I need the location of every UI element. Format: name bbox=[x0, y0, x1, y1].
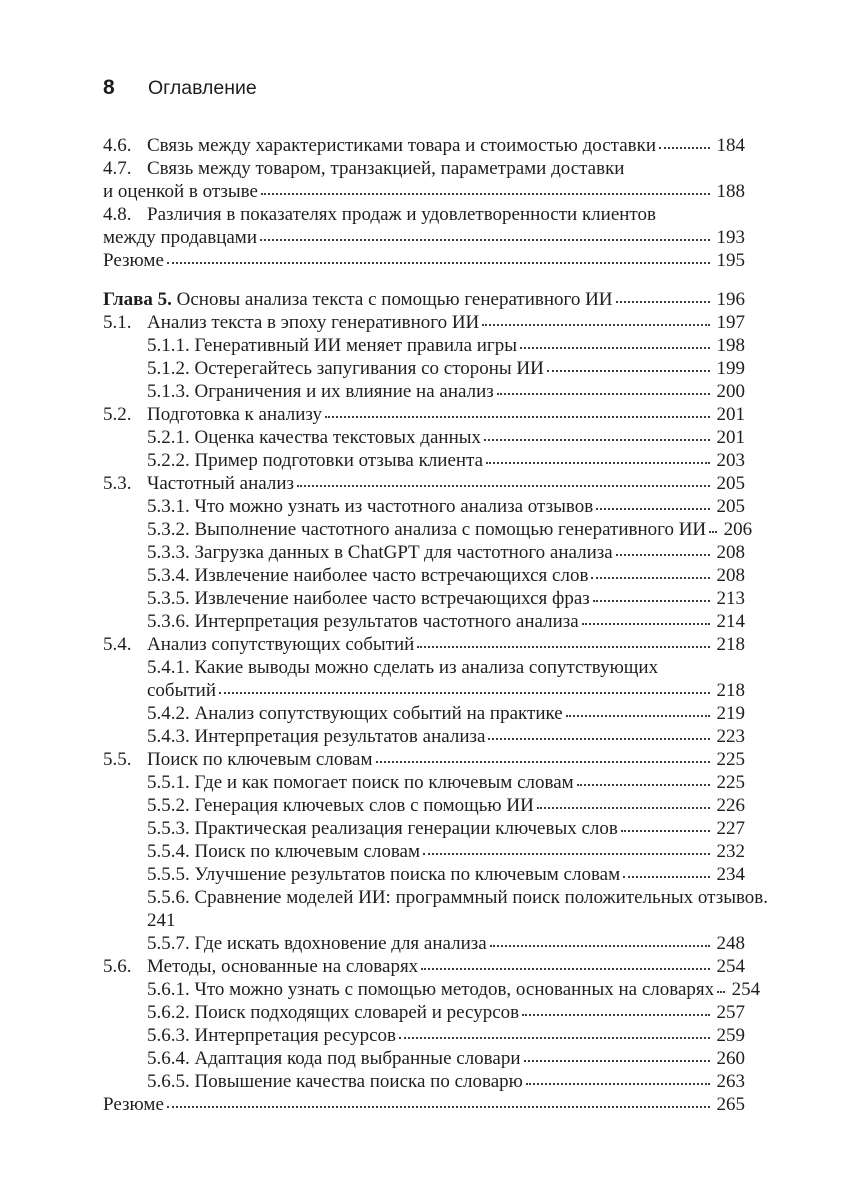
toc-entry-number: 5.3.1. bbox=[147, 496, 190, 517]
toc-row bbox=[103, 610, 745, 633]
toc-page-number: 201 bbox=[716, 427, 745, 448]
toc-entry-title: Повышение качества поиска по словарю bbox=[194, 1071, 523, 1092]
toc-row bbox=[103, 587, 745, 610]
toc-entry-number: 5.3.4. bbox=[147, 565, 190, 586]
toc-entry-title: Интерпретация результатов частотного анализа bbox=[194, 611, 579, 632]
toc-row bbox=[103, 955, 745, 978]
dot-leader bbox=[219, 692, 710, 694]
toc-row bbox=[103, 978, 761, 1001]
toc-entry-title: Адаптация кода под выбранные словари bbox=[194, 1048, 521, 1069]
toc-entry-number: 5.6.2. bbox=[147, 1002, 190, 1023]
toc-row-chapter bbox=[103, 288, 745, 311]
toc-page-number: 184 bbox=[716, 135, 745, 156]
toc-entry-continuation: Резюме bbox=[103, 1094, 164, 1115]
toc-entry-title: Частотный анализ bbox=[147, 473, 295, 494]
dot-leader bbox=[577, 784, 710, 786]
dot-leader bbox=[167, 1106, 710, 1108]
toc-entry-title: Что можно узнать с помощью методов, основанных на словарях bbox=[194, 979, 715, 1000]
dot-leader bbox=[490, 945, 710, 947]
toc-page-number: 203 bbox=[716, 450, 745, 471]
toc-entry-title: Остерегайтесь запугивания со стороны ИИ bbox=[194, 358, 544, 379]
toc-entry-title: Генеративный ИИ меняет правила игры bbox=[194, 335, 517, 356]
toc-page-number: 218 bbox=[716, 680, 745, 701]
toc-row bbox=[103, 157, 745, 180]
toc-row bbox=[103, 426, 745, 449]
toc-row bbox=[103, 311, 745, 334]
toc-row bbox=[103, 334, 745, 357]
toc-list bbox=[103, 134, 769, 1116]
toc-entry-number: 5.2.2. bbox=[147, 450, 190, 471]
toc-entry-number: 5.5.4. bbox=[147, 841, 190, 862]
dot-leader bbox=[717, 991, 725, 993]
dot-leader bbox=[417, 646, 710, 648]
toc-entry-number: 5.6.5. bbox=[147, 1071, 190, 1092]
toc-page-number: 206 bbox=[723, 519, 753, 540]
toc-page-number: 226 bbox=[716, 795, 745, 816]
toc-entry-number: 5.4. bbox=[103, 634, 132, 655]
toc-page-number: 188 bbox=[716, 181, 745, 202]
dot-leader bbox=[596, 508, 710, 510]
toc-entry-title: Поиск по ключевым словам bbox=[194, 841, 420, 862]
dot-leader bbox=[537, 807, 710, 809]
toc-entry-number: 5.2.1. bbox=[147, 427, 190, 448]
dot-leader bbox=[167, 262, 710, 264]
toc-row bbox=[103, 794, 745, 817]
toc-entry-title: Анализ сопутствующих событий на практике bbox=[194, 703, 563, 724]
toc-entry-title: Генерация ключевых слов с помощью ИИ bbox=[194, 795, 534, 816]
toc-page-number: 225 bbox=[716, 772, 745, 793]
toc-entry-title: Какие выводы можно сделать из анализа сопутствующих bbox=[194, 657, 659, 678]
dot-leader bbox=[325, 416, 710, 418]
toc-row bbox=[103, 1093, 745, 1116]
dot-leader bbox=[260, 239, 710, 241]
toc-row bbox=[103, 840, 745, 863]
toc-entry-number: 5.3.2. bbox=[147, 519, 190, 540]
toc-entry-number: 5.5.6. bbox=[147, 887, 190, 908]
dot-leader bbox=[522, 1014, 710, 1016]
toc-page-number: 208 bbox=[716, 542, 745, 563]
toc-entry-title: Загрузка данных в ChatGPT для частотного анализа bbox=[194, 542, 613, 563]
toc-entry-continuation: 241 bbox=[147, 910, 176, 931]
toc-row bbox=[103, 357, 745, 380]
toc-page-number: 213 bbox=[716, 588, 745, 609]
toc-row bbox=[103, 1070, 745, 1093]
toc-row bbox=[103, 495, 745, 518]
toc-row bbox=[103, 863, 745, 886]
toc-page-number: 254 bbox=[731, 979, 761, 1000]
dot-leader bbox=[524, 1060, 711, 1062]
dot-leader bbox=[261, 193, 710, 195]
toc-entry-number: 4.8. bbox=[103, 204, 132, 225]
toc-entry-title: Где и как помогает поиск по ключевым словам bbox=[194, 772, 574, 793]
toc-entry-title: Ограничения и их влияние на анализ bbox=[194, 381, 494, 402]
toc-entry-title: Связь между характеристиками товара и стоимостью доставки bbox=[147, 135, 656, 156]
toc-page-number: 200 bbox=[716, 381, 745, 402]
toc-page-number: 259 bbox=[716, 1025, 745, 1046]
toc-entry-continuation: событий bbox=[147, 680, 217, 701]
toc-entry-number: 5.2. bbox=[103, 404, 132, 425]
toc-row bbox=[103, 817, 745, 840]
toc-entry-number: 5.4.1. bbox=[147, 657, 190, 678]
dot-leader bbox=[566, 715, 710, 717]
toc-row bbox=[103, 886, 769, 909]
dot-leader bbox=[399, 1037, 710, 1039]
toc-row bbox=[103, 656, 745, 679]
toc-row bbox=[103, 725, 745, 748]
toc-entry-number: 5.5.2. bbox=[147, 795, 190, 816]
dot-leader bbox=[616, 554, 710, 556]
toc-entry-title: Основы анализа текста с помощью генеративного ИИ bbox=[176, 289, 613, 310]
toc-page-number: 232 bbox=[716, 841, 745, 862]
toc-page-number: 248 bbox=[716, 933, 745, 954]
page-header bbox=[103, 76, 745, 100]
toc-chapter-number: Глава 5. bbox=[103, 289, 172, 310]
toc-page-number: 257 bbox=[716, 1002, 745, 1023]
toc-entry-number: 5.1.1. bbox=[147, 335, 190, 356]
dot-leader bbox=[497, 393, 710, 395]
toc-entry-number: 5.5.7. bbox=[147, 933, 190, 954]
toc-page-number: 198 bbox=[716, 335, 745, 356]
toc-row bbox=[103, 380, 745, 403]
toc-row bbox=[103, 1047, 745, 1070]
toc-entry-title: Подготовка к анализу bbox=[147, 404, 322, 425]
toc-page-number: 218 bbox=[716, 634, 745, 655]
toc-entry-number: 5.6.3. bbox=[147, 1025, 190, 1046]
toc-entry-title: Извлечение наиболее часто встречающихся слов bbox=[194, 565, 589, 586]
dot-leader bbox=[582, 623, 710, 625]
toc-page-number: 199 bbox=[716, 358, 745, 379]
dot-leader bbox=[526, 1083, 710, 1085]
toc-page-number: 197 bbox=[716, 312, 745, 333]
dot-leader bbox=[484, 439, 710, 441]
toc-entry-title: Что можно узнать из частотного анализа отзывов bbox=[194, 496, 594, 517]
toc-page-number: 205 bbox=[716, 496, 745, 517]
toc-entry-number: 5.6.4. bbox=[147, 1048, 190, 1069]
dot-leader bbox=[621, 830, 710, 832]
dot-leader bbox=[486, 462, 710, 464]
toc-page-number: 260 bbox=[716, 1048, 745, 1069]
toc-entry-number: 5.3.3. bbox=[147, 542, 190, 563]
toc-entry-title: Методы, основанные на словарях bbox=[147, 956, 419, 977]
toc-row bbox=[103, 909, 745, 932]
toc-entry-continuation: между продавцами bbox=[103, 227, 257, 248]
toc-entry-title: Интерпретация результатов анализа bbox=[194, 726, 486, 747]
toc-entry-title: Где искать вдохновение для анализа bbox=[194, 933, 487, 954]
dot-leader bbox=[520, 347, 710, 349]
toc-entry-title: Улучшение результатов поиска по ключевым словам bbox=[194, 864, 621, 885]
toc-entry-title: Связь между товаром, транзакцией, параметрами доставки bbox=[147, 158, 625, 179]
dot-leader bbox=[482, 324, 710, 326]
toc-entry-number: 5.3. bbox=[103, 473, 132, 494]
toc-entry-number: 5.1. bbox=[103, 312, 132, 333]
dot-leader bbox=[547, 370, 710, 372]
toc-row bbox=[103, 564, 745, 587]
toc-entry-number: 5.6.1. bbox=[147, 979, 190, 1000]
toc-page-number: 223 bbox=[716, 726, 745, 747]
toc-row bbox=[103, 518, 753, 541]
dot-leader bbox=[623, 876, 710, 878]
toc-entry-number: 4.6. bbox=[103, 135, 132, 156]
toc-row bbox=[103, 203, 745, 226]
toc-page-number: 195 bbox=[716, 250, 745, 271]
toc-page-number: 227 bbox=[716, 818, 745, 839]
toc-entry-number: 5.4.3. bbox=[147, 726, 190, 747]
toc-entry-number: 5.5.3. bbox=[147, 818, 190, 839]
toc-entry-title: Выполнение частотного анализа с помощью генеративного ИИ bbox=[194, 519, 707, 540]
toc-entry-continuation: и оценкой в отзыве bbox=[103, 181, 258, 202]
toc-entry-number: 5.3.6. bbox=[147, 611, 190, 632]
toc-row bbox=[103, 748, 745, 771]
toc-entry-number: 5.6. bbox=[103, 956, 132, 977]
toc-row bbox=[103, 1024, 745, 1047]
toc-page-number: 265 bbox=[716, 1094, 745, 1115]
toc-page-number: 214 bbox=[716, 611, 745, 632]
toc-row bbox=[103, 449, 745, 472]
toc-entry-title: Анализ сопутствующих событий bbox=[147, 634, 415, 655]
toc-entry-title: Оценка качества текстовых данных bbox=[194, 427, 482, 448]
dot-leader bbox=[616, 301, 710, 303]
toc-row bbox=[103, 134, 745, 157]
toc-entry-title: Пример подготовки отзыва клиента bbox=[194, 450, 484, 471]
dot-leader bbox=[659, 147, 710, 149]
toc-entry-number: 5.5.1. bbox=[147, 772, 190, 793]
toc-page-number: 201 bbox=[716, 404, 745, 425]
dot-leader bbox=[421, 968, 710, 970]
toc-row bbox=[103, 1001, 745, 1024]
toc-row bbox=[103, 226, 745, 249]
toc-row bbox=[103, 702, 745, 725]
dot-leader bbox=[593, 600, 710, 602]
toc-entry-title: Поиск по ключевым словам bbox=[147, 749, 373, 770]
toc-entry-number: 5.5.5. bbox=[147, 864, 190, 885]
toc-page-number: 208 bbox=[716, 565, 745, 586]
toc-entry-title: Поиск подходящих словарей и ресурсов bbox=[194, 1002, 520, 1023]
toc-entry-number: 5.5. bbox=[103, 749, 132, 770]
toc-entry-title: Сравнение моделей ИИ: программный поиск положительных отзывов. bbox=[194, 887, 769, 908]
toc-row bbox=[103, 403, 745, 426]
toc-entry-number: 5.1.3. bbox=[147, 381, 190, 402]
toc-entry-number: 5.3.5. bbox=[147, 588, 190, 609]
toc-row bbox=[103, 472, 745, 495]
toc-row bbox=[103, 679, 745, 702]
toc-entry-number: 5.4.2. bbox=[147, 703, 190, 724]
toc-entry-continuation: Резюме bbox=[103, 250, 164, 271]
toc-entry-title: Практическая реализация генерации ключевых слов bbox=[194, 818, 618, 839]
toc-page-number: 254 bbox=[716, 956, 745, 977]
page-header-title: Оглавление bbox=[148, 77, 257, 99]
toc-entry-title: Извлечение наиболее часто встречающихся фраз bbox=[194, 588, 590, 609]
dot-leader bbox=[376, 761, 711, 763]
dot-leader bbox=[488, 738, 710, 740]
toc-row bbox=[103, 541, 745, 564]
toc-row bbox=[103, 180, 745, 203]
toc-entry-title: Анализ текста в эпоху генеративного ИИ bbox=[147, 312, 480, 333]
dot-leader bbox=[423, 853, 710, 855]
toc-page-number: 205 bbox=[716, 473, 745, 494]
toc-page-number: 219 bbox=[716, 703, 745, 724]
toc-entry-number: 5.1.2. bbox=[147, 358, 190, 379]
toc-row bbox=[103, 633, 745, 656]
toc-page-number: 234 bbox=[716, 864, 745, 885]
toc-page-number: 225 bbox=[716, 749, 745, 770]
toc-page-number: 193 bbox=[716, 227, 745, 248]
toc-row bbox=[103, 771, 745, 794]
toc-row bbox=[103, 932, 745, 955]
dot-leader bbox=[297, 485, 710, 487]
toc-entry-number: 4.7. bbox=[103, 158, 132, 179]
toc-row bbox=[103, 249, 745, 272]
dot-leader bbox=[591, 577, 710, 579]
toc-page-number: 263 bbox=[716, 1071, 745, 1092]
page-number: 8 bbox=[103, 76, 115, 99]
toc-entry-title: Интерпретация ресурсов bbox=[194, 1025, 397, 1046]
dot-leader bbox=[709, 531, 717, 533]
toc-page-number: 196 bbox=[716, 289, 745, 310]
toc-entry-title: Различия в показателях продаж и удовлетворенности клиентов bbox=[147, 204, 656, 225]
